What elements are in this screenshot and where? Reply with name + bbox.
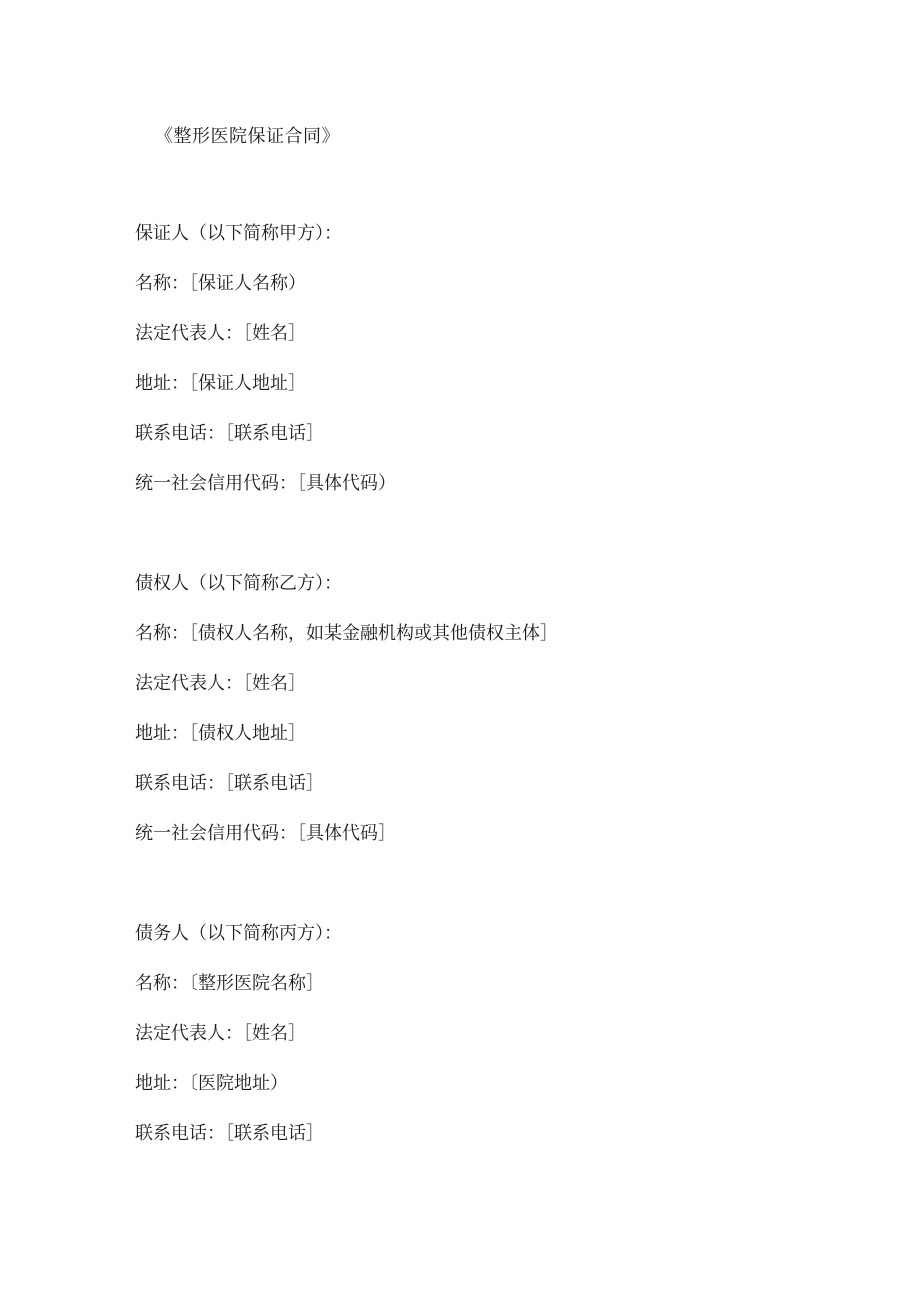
guarantor-address: 地址：［保证人地址］ bbox=[135, 373, 306, 394]
creditor-address: 地址：［债权人地址］ bbox=[135, 723, 306, 744]
creditor-phone: 联系电话：［联系电话］ bbox=[135, 773, 324, 794]
creditor-credit-code: 统一社会信用代码：［具体代码］ bbox=[135, 823, 396, 844]
guarantor-heading: 保证人（以下简称甲方）： bbox=[135, 223, 342, 244]
debtor-phone: 联系电话：［联系电话］ bbox=[135, 1123, 324, 1144]
guarantor-name: 名称：［保证人名称） bbox=[135, 273, 306, 294]
debtor-heading: 债务人（以下简称丙方）： bbox=[135, 923, 342, 944]
debtor-address: 地址：〔医院地址） bbox=[135, 1073, 288, 1094]
debtor-legal-rep: 法定代表人：［姓名］ bbox=[135, 1023, 306, 1044]
debtor-name: 名称：〔整形医院名称］ bbox=[135, 973, 324, 994]
guarantor-credit-code: 统一社会信用代码：［具体代码） bbox=[135, 473, 396, 494]
document-title: 《整形医院保证合同》 bbox=[155, 126, 340, 147]
creditor-name: 名称：［债权人名称，如某金融机构或其他债权主体］ bbox=[135, 623, 558, 644]
creditor-heading: 债权人（以下简称乙方）： bbox=[135, 573, 342, 594]
guarantor-phone: 联系电话：［联系电话］ bbox=[135, 423, 324, 444]
creditor-legal-rep: 法定代表人：［姓名］ bbox=[135, 673, 306, 694]
guarantor-legal-rep: 法定代表人：［姓名］ bbox=[135, 323, 306, 344]
